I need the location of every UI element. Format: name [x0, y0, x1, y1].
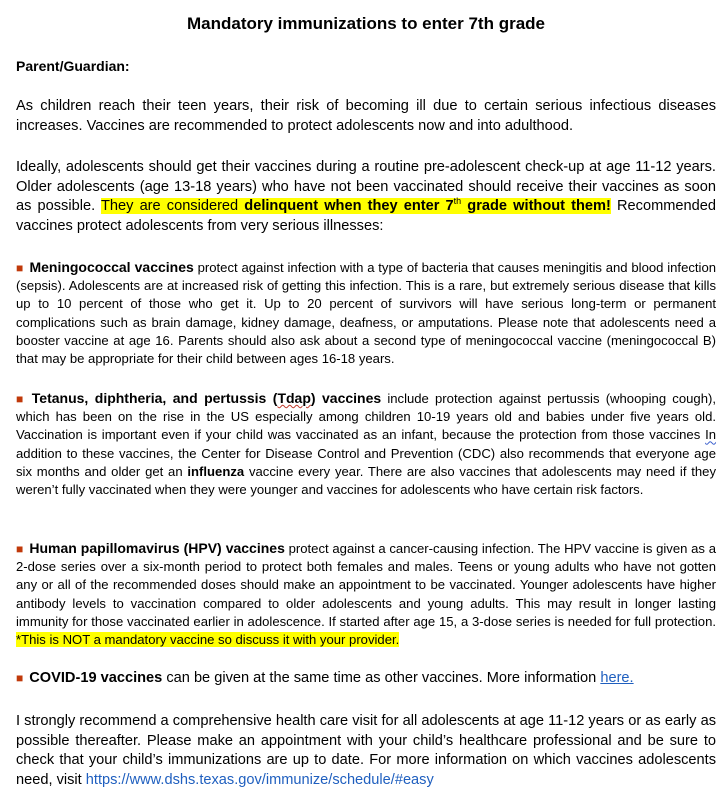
meningococcal-heading: Meningococcal vaccines [29, 259, 194, 275]
bullet-icon: ■ [16, 261, 24, 275]
ideally-text: Ideally, adolescents should get their vaccines during a routine pre-adolescent check-up at age 11-12 years. Older adolescents (age 13-18 years) who have not been vaccinated should receive their vaccines as soon as possible. [16, 159, 716, 214]
bullet-icon: ■ [16, 542, 24, 556]
tdap-text-1: include protection against pertussis (whooping cough), which has been on the rise in the US especially among children 10-19 years old and babies under five years old. Vaccination is important even if your child was vaccinated as an infant, because the protection from those vaccines [16, 391, 716, 443]
ideally-paragraph [16, 158, 716, 236]
meningococcal-text: protect against infection with a type of bacteria that causes meningitis and blood infection (sepsis). Adolescents are at increased risk of getting this infection. This is a rare, but extremely serious disease that kills up to 10 percent of those who get it. Up to 20 percent of survivors will have serious long-term or permanent complications such as brain damage, kidney damage, deafness, or amputations. Please note that adolescents need a booster vaccine at age 16 [16, 260, 717, 348]
tdap-heading-a: Tetanus, diphtheria, and pertussis ( [31, 390, 278, 406]
tdap-text-3: vaccine every year. There are also vaccines that adolescents may need if they weren’t fully vaccinated when they were younger and vaccines for adolescents who have certain risk factors. [16, 463, 716, 498]
meningococcal-text-period: . Parents should also ask about a second type of meningococcal vaccine (meningococcal B) that may be appropriate for their child between ages 16-18 years. [16, 332, 716, 367]
covid-text: can be given at the same time as other vaccines. More information [166, 670, 597, 686]
covid-info-link[interactable]: here. [600, 670, 634, 686]
greeting: Parent/Guardian: [16, 58, 130, 74]
dshs-schedule-link[interactable]: https://www.dshs.texas.gov/immunize/schedule/#easy [85, 771, 434, 788]
closing-paragraph [16, 712, 716, 790]
delinquent-highlight [101, 198, 611, 214]
bullet-icon: ■ [16, 671, 24, 685]
page-title: Mandatory immunizations to enter 7th grade [187, 14, 545, 33]
hpv-text: protect against a cancer-causing infection. The HPV vaccine is given as a 2-dose series over a six-month period to protect both females and males. Teens or young adults who have not gotten any or all of the recommended doses should make an appointment to be vaccinated. Younger adolescents have higher antibody levels to vaccination compared to older adolescents and young adults. This may result in longer lasting immunity for those vaccinated earlier in adolescence. If started after age 15, a 3-dose series is needed for full protection. [16, 541, 717, 629]
hpv-section [16, 539, 716, 649]
highlight-bold-1: delinquent when they enter 7 [244, 198, 454, 214]
tdap-in-word: In [705, 427, 717, 443]
tdap-heading [32, 390, 381, 406]
tdap-section [16, 389, 716, 499]
tdap-text-2: addition to these vaccines, the Center for Disease Control and Prevention (CDC) also recommends that everyone age six months and older get an [16, 445, 716, 479]
closing-text: I strongly recommend a comprehensive health care visit for all adolescents at age 11-12 years or as early as possible thereafter. Please make an appointment with your child’s healthcare professional and be sure to check that your child’s immunizations are up to date. For more information on which vaccines adolescents need, visit [16, 713, 716, 788]
intro-paragraph [16, 97, 716, 136]
meningococcal-section [16, 258, 716, 368]
covid-section [16, 669, 716, 689]
hpv-heading: Human papillomavirus (HPV) vaccines [29, 540, 285, 556]
tdap-heading-c: ) vaccines [310, 390, 382, 406]
highlight-lead: They are considered [101, 198, 239, 214]
hpv-note: *This is NOT a mandatory vaccine so discuss it with your provider. [16, 632, 400, 648]
intro-text: As children reach their teen years, their risk of becoming ill due to certain serious infectious diseases increases. Vaccines are recommended to protect adolescents now and into adulthood. [16, 98, 716, 134]
highlight-bold-2: grade without them! [467, 198, 611, 214]
highlight-sup: th [453, 196, 462, 207]
ideally-recommended: Recommended vaccines protect adolescents from very serious illnesses: [16, 198, 716, 234]
tdap-heading-b: Tdap [277, 390, 311, 406]
influenza-word: influenza [187, 463, 245, 479]
covid-heading: COVID-19 vaccines [29, 670, 163, 686]
bullet-icon: ■ [16, 392, 26, 406]
